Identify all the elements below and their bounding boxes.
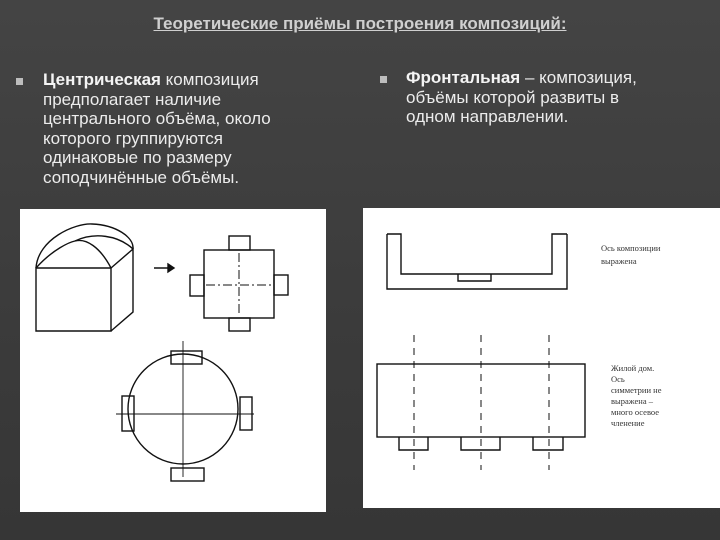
right-line-3: одном направлении. [406,107,569,126]
frontal-plan-multi-axis [377,335,585,470]
right-line-2: объёмы которой развиты в [406,87,620,107]
bullet-right [380,76,387,83]
term-centric: Центрическая [43,70,161,89]
centric-diagram [20,209,326,512]
slide-title: Теоретические приёмы построения композиций: [153,14,567,33]
bullet-left [16,78,23,85]
note-house-4: выражена – [611,396,653,406]
note-house-5: много осевое [611,407,660,417]
cube-with-dome [36,224,133,331]
frontal-plan-single-axis [387,234,567,289]
left-line-2: предполагает наличие [43,89,222,109]
note-axis-expressed-2: выражена [601,256,637,266]
circle-plan [116,341,254,481]
left-line-1: композиция [160,70,259,89]
left-description [43,70,343,187]
right-description [406,68,706,127]
note-house-3: симметрии не [611,385,662,395]
left-line-4: которого группируются [43,128,223,148]
arrow-icon [154,264,174,272]
right-line-1: – композиция, [520,68,637,87]
note-house-2: Ось [611,374,625,384]
note-axis-expressed-1: Ось композиции [601,243,661,253]
frontal-diagram-panel [363,208,720,508]
centric-diagram-panel [20,209,326,512]
term-frontal: Фронтальная [406,68,521,87]
left-line-6: соподчинённые объёмы. [43,167,240,187]
left-line-3: центрального объёма, около [43,109,271,128]
square-plan [190,236,288,331]
left-line-5: одинаковые по размеру [43,148,232,167]
frontal-diagram [363,208,720,508]
note-house-6: членение [611,418,645,428]
note-house-1: Жилой дом. [611,363,655,373]
